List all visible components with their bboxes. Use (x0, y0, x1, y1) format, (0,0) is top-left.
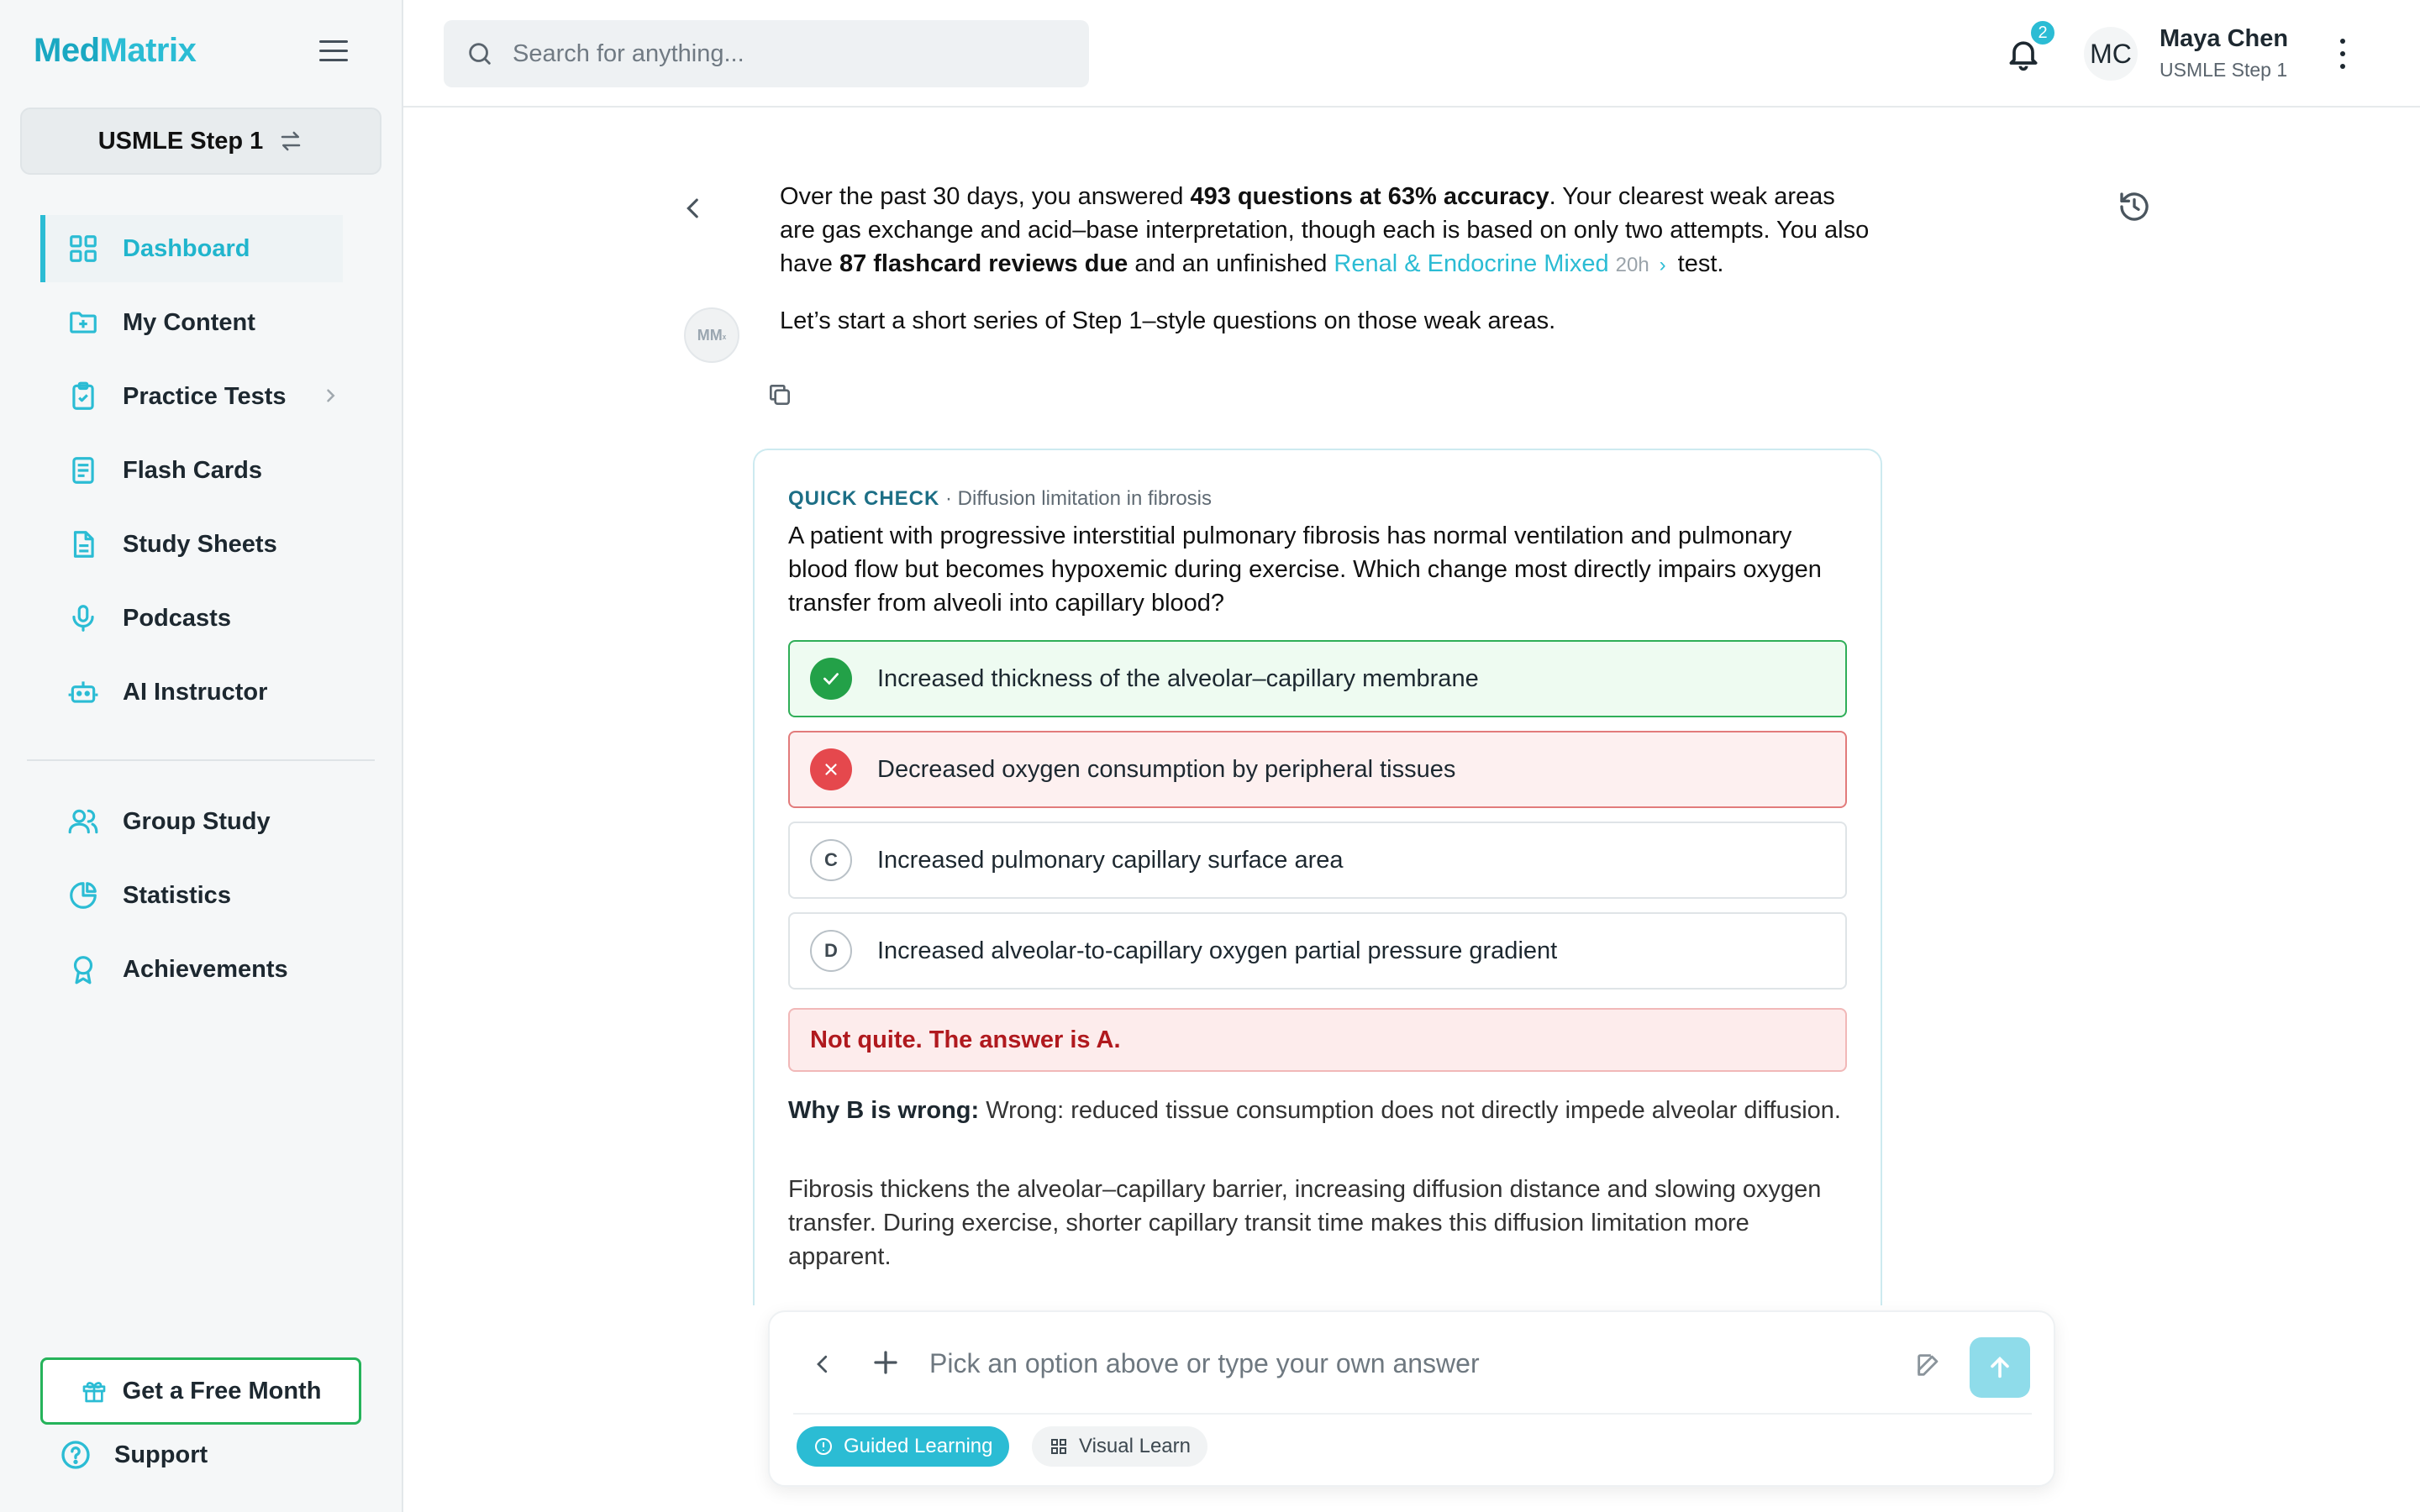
award-icon (67, 953, 99, 985)
sidebar-item-label: Flash Cards (123, 456, 262, 484)
option-letter: D (810, 930, 852, 972)
dashboard-icon (67, 233, 99, 265)
free-month-label: Get a Free Month (122, 1377, 322, 1404)
top-header (403, 0, 2420, 108)
quiz-card (753, 449, 1882, 1305)
guided-learning-chip[interactable] (797, 1426, 1009, 1467)
arrow-up-icon (1985, 1352, 2015, 1383)
option-text: Increased thickness of the alveolar–capillary membrane (877, 664, 1479, 692)
search-input[interactable] (513, 40, 1050, 68)
why-wrong-explanation: Why B is wrong: Wrong: reduced tissue consumption does not directly impede alveolar diffusion. (788, 1097, 1841, 1124)
sidebar-item-label: My Content (123, 308, 255, 336)
help-icon (59, 1438, 92, 1472)
sidebar-nav-primary (40, 215, 343, 732)
sidebar-item-label: Group Study (123, 807, 271, 835)
gift-icon (81, 1378, 108, 1404)
send-button[interactable] (1970, 1337, 2030, 1398)
check-icon (810, 658, 852, 700)
option-d[interactable] (788, 912, 1847, 990)
back-arrow-icon[interactable] (679, 192, 708, 225)
plus-icon[interactable] (871, 1347, 901, 1378)
exam-switcher[interactable] (20, 108, 381, 175)
sidebar-item-statistics[interactable] (40, 862, 343, 929)
option-c[interactable] (788, 822, 1847, 899)
sidebar (0, 0, 403, 1512)
test-time: 20h (1615, 254, 1649, 276)
free-month-button[interactable] (40, 1357, 361, 1425)
chip-label: Visual Learn (1079, 1435, 1191, 1457)
grid-icon (1049, 1436, 1069, 1457)
sidebar-item-label: Study Sheets (123, 530, 277, 558)
sidebar-item-flash-cards[interactable] (40, 437, 343, 504)
microphone-icon (67, 602, 99, 634)
swap-icon (278, 129, 303, 154)
sidebar-nav-secondary (40, 788, 343, 1010)
sidebar-item-label: Practice Tests (123, 382, 287, 410)
option-text: Decreased oxygen consumption by peripheral tissues (877, 755, 1456, 783)
option-text: Increased pulmonary capillary surface area (877, 846, 1344, 874)
quiz-question: A patient with progressive interstitial pulmonary fibrosis has normal ventilation and pulmonary blood flow but becomes hypoxemic during exercise. Which change most directly impairs oxygen transfer from alveoli into capillary blood? (788, 522, 1822, 617)
assistant-summary-message: Over the past 30 days, you answered 493 questions at 63% accuracy. Your clearest weak areas are gas exchange and acid–base interpretation, though each is based on only two attempts. You also have 87 flashcard reviews due and an unfinished Renal & Endocrine Mixed 20h › test. (780, 183, 1870, 277)
edit-icon[interactable] (1914, 1351, 1943, 1379)
visual-learn-chip[interactable] (1032, 1426, 1207, 1467)
sidebar-item-label: Achievements (123, 955, 288, 983)
cards-icon (67, 454, 99, 486)
test-link[interactable]: Renal & Endocrine Mixed (1334, 250, 1609, 277)
clipboard-check-icon (67, 381, 99, 412)
notification-badge: 2 (2028, 18, 2057, 47)
assistant-message: Let’s start a short series of Step 1–style questions on those weak areas. (780, 307, 1556, 334)
composer-divider (793, 1413, 2032, 1415)
option-a[interactable] (788, 640, 1847, 717)
option-b[interactable] (788, 731, 1847, 808)
more-options-icon[interactable] (2338, 39, 2348, 69)
copy-icon[interactable] (766, 381, 793, 408)
sidebar-item-label: Dashboard (123, 234, 250, 262)
menu-toggle-icon[interactable] (319, 40, 348, 64)
answer-feedback: Not quite. The answer is A. (788, 1008, 1847, 1072)
answer-explanation: Fibrosis thickens the alveolar–capillary barrier, increasing diffusion distance and slowing oxygen transfer. During exercise, shorter capillary transit time makes this diffusion limitation more apparent. (788, 1176, 1822, 1270)
avatar[interactable]: MC (2084, 27, 2138, 81)
option-text: Increased alveolar-to-capillary oxygen partial pressure gradient (877, 937, 1558, 964)
chevron-right-icon[interactable] (318, 383, 343, 408)
option-letter: C (810, 839, 852, 881)
message-input[interactable] (929, 1342, 1854, 1384)
pie-chart-icon (67, 879, 99, 911)
sidebar-item-podcasts[interactable] (40, 585, 343, 652)
robot-icon (67, 676, 99, 708)
sidebar-item-my-content[interactable] (40, 289, 343, 356)
sidebar-item-practice-tests[interactable] (40, 363, 343, 430)
x-icon (810, 748, 852, 790)
folder-plus-icon (67, 307, 99, 339)
sidebar-item-label: Statistics (123, 881, 231, 909)
app-logo[interactable]: MedMatrix (34, 32, 197, 69)
quiz-tag: QUICK CHECK · Diffusion limitation in fibrosis (788, 487, 1213, 510)
sidebar-item-study-sheets[interactable] (40, 511, 343, 578)
sidebar-divider (27, 759, 375, 761)
chevron-right-icon[interactable]: › (1659, 254, 1666, 276)
support-link[interactable] (59, 1438, 208, 1472)
users-icon (67, 806, 99, 837)
user-exam: USMLE Step 1 (2160, 59, 2288, 81)
back-arrow-icon[interactable] (810, 1349, 835, 1379)
message-composer (768, 1310, 2055, 1487)
bot-avatar: MM ₓ (684, 307, 739, 363)
history-icon[interactable] (2118, 190, 2151, 223)
exam-switcher-label: USMLE Step 1 (97, 127, 264, 155)
sidebar-item-label: AI Instructor (123, 678, 268, 706)
document-icon (67, 528, 99, 560)
sidebar-item-ai-instructor[interactable] (40, 659, 343, 726)
support-label: Support (114, 1441, 208, 1468)
sidebar-item-label: Podcasts (123, 604, 231, 632)
chip-label: Guided Learning (844, 1435, 993, 1457)
sidebar-item-achievements[interactable] (40, 936, 343, 1003)
sidebar-item-dashboard[interactable] (40, 215, 343, 282)
search-bar[interactable] (444, 20, 1089, 87)
user-name: Maya Chen (2160, 25, 2289, 52)
search-icon (466, 39, 494, 68)
compass-icon (813, 1436, 834, 1457)
sidebar-item-group-study[interactable] (40, 788, 343, 855)
